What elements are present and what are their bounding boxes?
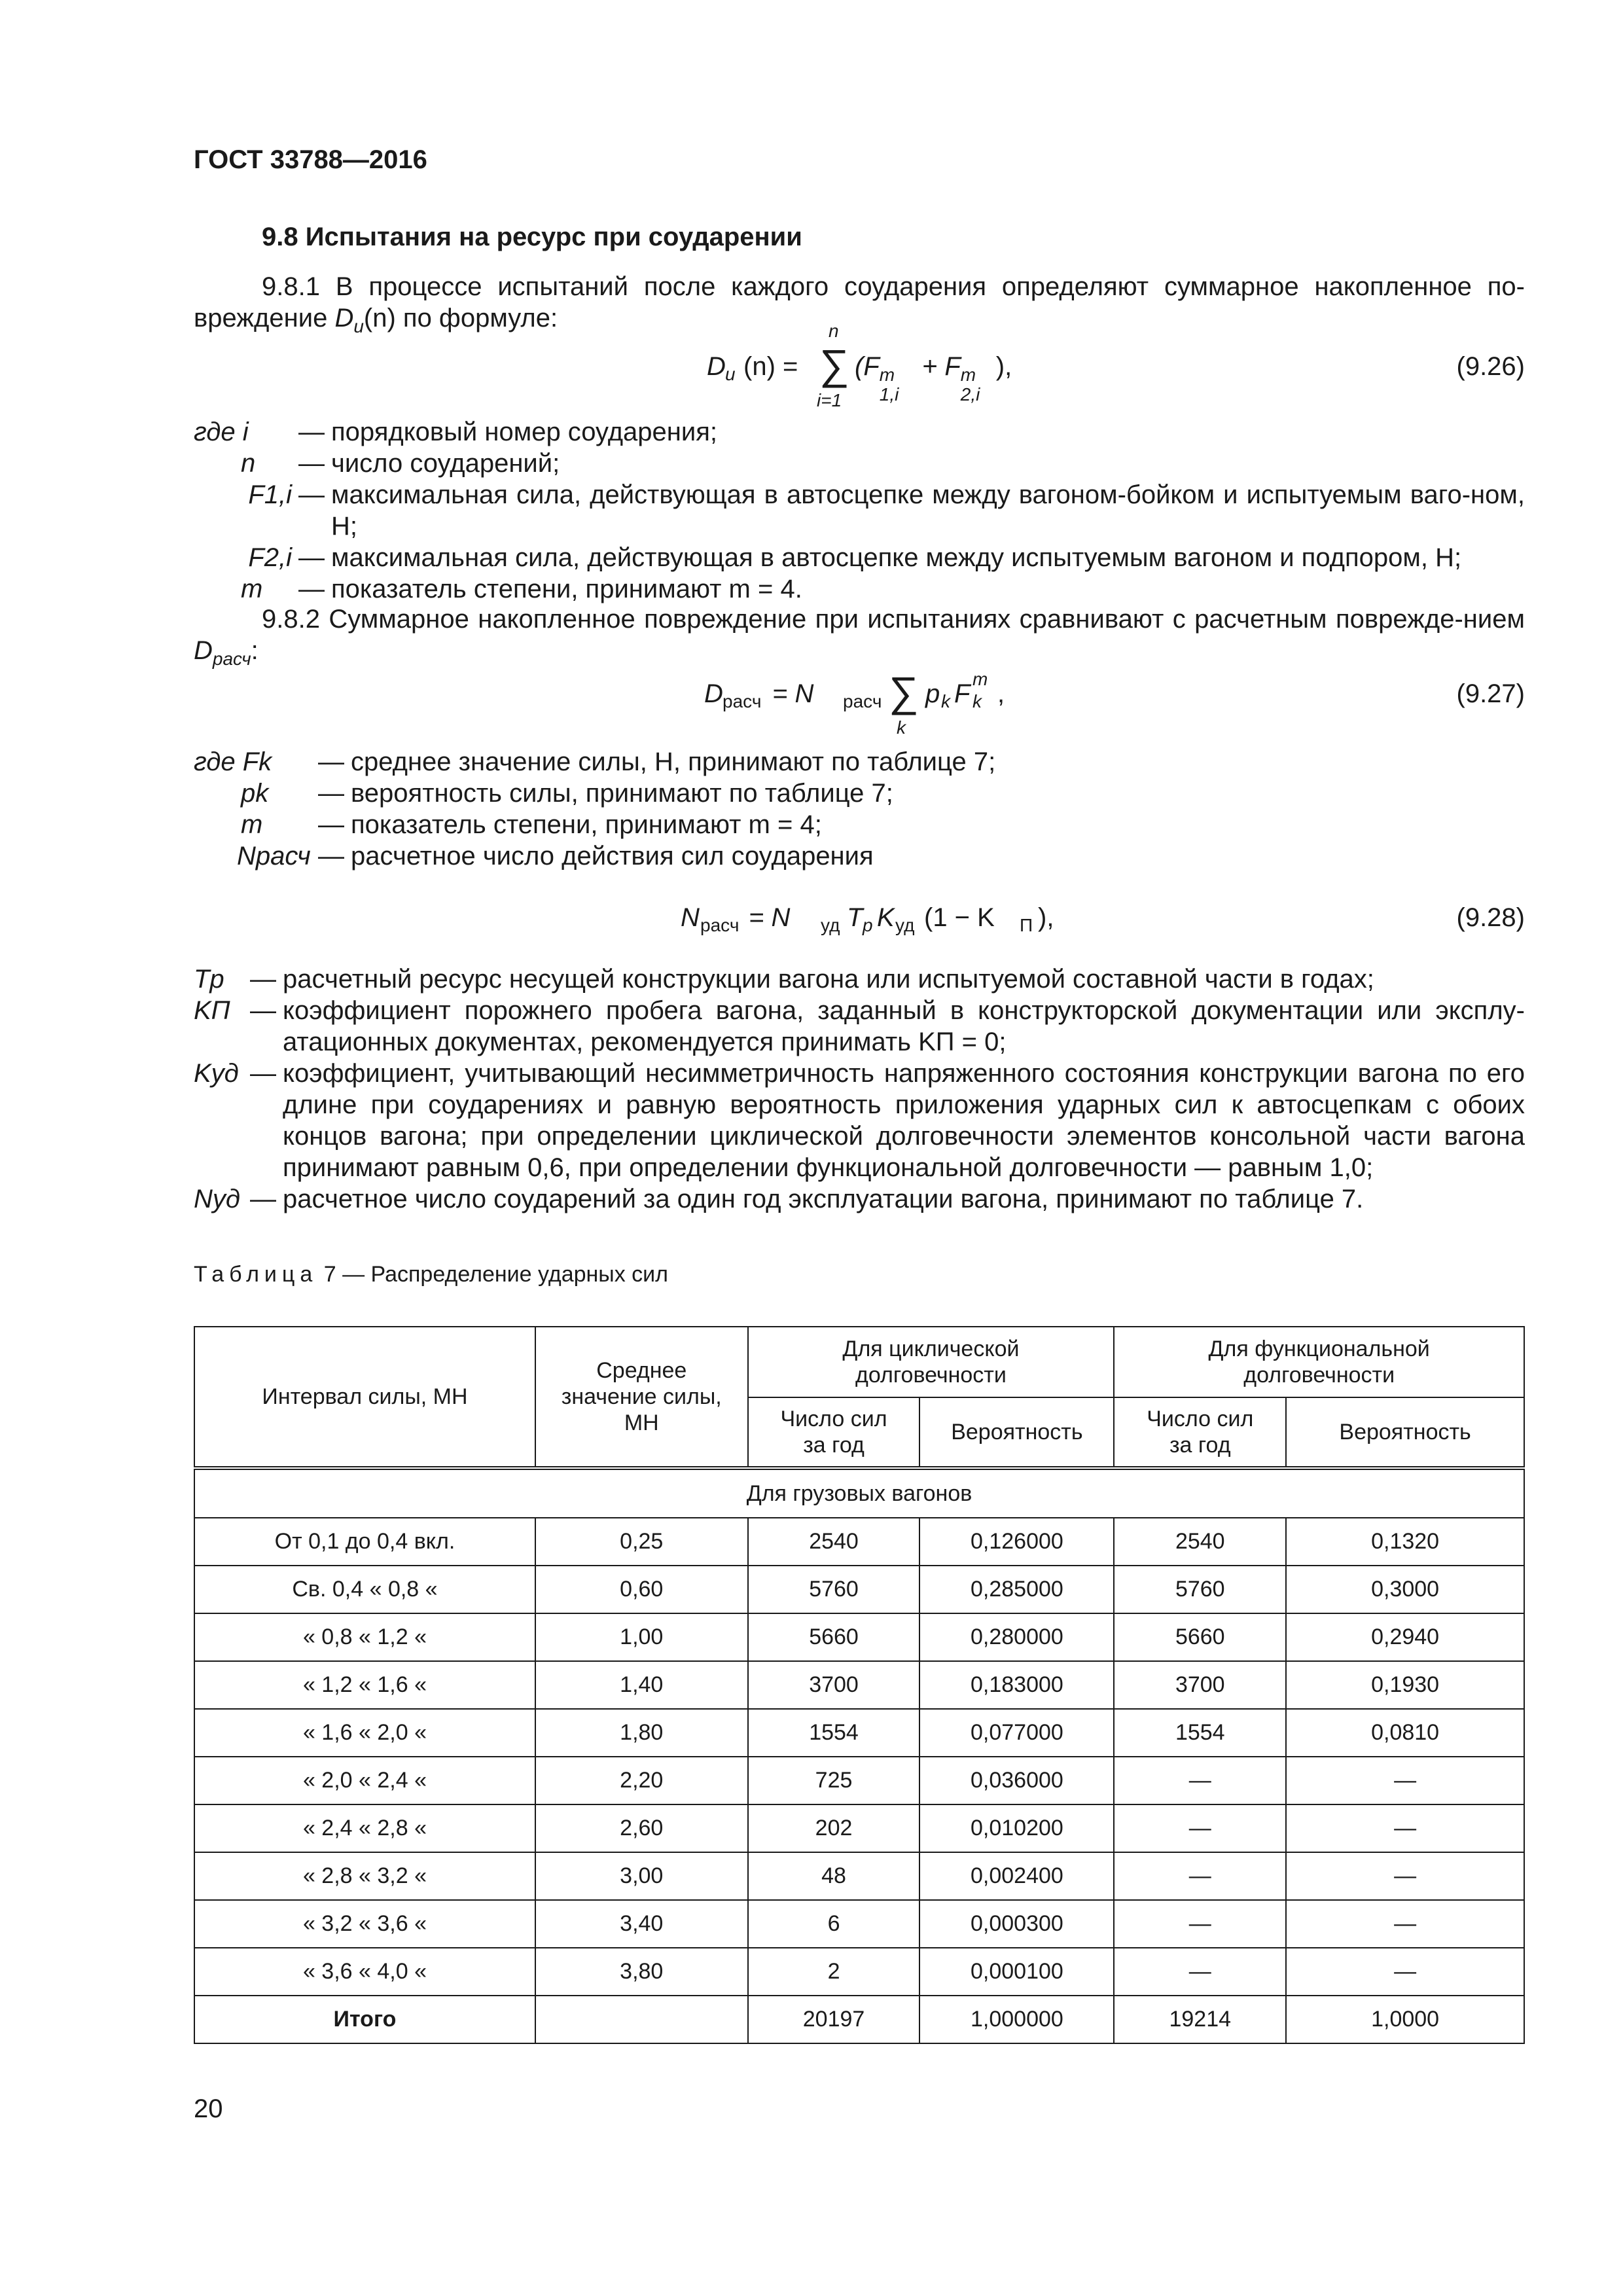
cell-interval: Св. 0,4 « 0,8 «: [194, 1566, 535, 1613]
sum-lower-limit: i=1: [817, 390, 842, 410]
header-count-cyclic: Число сил за год: [748, 1397, 920, 1468]
paragraph-text: (n) по формуле:: [363, 304, 558, 332]
table-row: [194, 1613, 1524, 1661]
cell-prob-f: —: [1286, 1948, 1524, 1996]
cell-prob-f: 0,2940: [1286, 1613, 1524, 1661]
sum-sign: ∑: [889, 668, 919, 715]
definition-row: n — число соударений;: [241, 449, 560, 478]
cell-mean: 1,80: [535, 1709, 748, 1757]
formula-p: p: [925, 679, 940, 708]
table-subheader: Для грузовых вагонов: [194, 1468, 1524, 1518]
cell-prob: 0,010200: [919, 1804, 1114, 1852]
cell-total-label: Итого: [194, 1996, 535, 2043]
symbol-sub: u: [353, 316, 364, 336]
definition-row: где i — порядковый номер соударения;: [194, 418, 717, 446]
cell-interval: « 2,0 « 2,4 «: [194, 1757, 535, 1804]
table-row: [194, 1709, 1524, 1757]
cell-count: 1554: [748, 1709, 920, 1757]
formula-number-9-28: (9.28): [1456, 903, 1525, 932]
cell-prob-f: —: [1286, 1852, 1524, 1900]
cell-prob: 0,280000: [919, 1613, 1114, 1661]
definitions-list-2: [194, 746, 1525, 872]
cell-interval: « 2,4 « 2,8 «: [194, 1804, 535, 1852]
formula-lhs: N: [681, 903, 700, 932]
table-row: [194, 1804, 1524, 1852]
cell-count-f: —: [1114, 1804, 1286, 1852]
cell-prob: 0,183000: [919, 1661, 1114, 1709]
formula-f-sub: k: [972, 691, 982, 711]
cell-mean: 0,60: [535, 1566, 748, 1613]
formula-n-sub: уд: [821, 915, 840, 935]
formula-k: K: [877, 903, 895, 932]
header-interval: Интервал силы, МН: [194, 1327, 535, 1468]
definition-row: m — показатель степени, принимают m = 4.: [241, 575, 802, 603]
cell-count: 2: [748, 1948, 920, 1996]
formula-kp-sub: П: [1020, 915, 1033, 935]
table-row: [194, 1566, 1524, 1613]
symbol-d: D: [334, 304, 354, 332]
cell-count-f: 2540: [1114, 1518, 1286, 1566]
cell-count: 6: [748, 1900, 920, 1948]
cell-prob-f: 0,1320: [1286, 1518, 1524, 1566]
cell-count-f: —: [1114, 1948, 1286, 1996]
table-total-row: [194, 1996, 1524, 2043]
cell-total-prob: 1,000000: [919, 1996, 1114, 2043]
cell-total-prob-f: 1,0000: [1286, 1996, 1524, 2043]
formula-paren: (1 − K: [924, 903, 995, 932]
formula-close: ),: [1038, 903, 1054, 932]
header-prob-functional: Вероятность: [1286, 1397, 1524, 1468]
definition-row: Nрасч — расчетное число действия сил соударения: [237, 842, 874, 870]
definition-row: Kуд — коэффициент, учитывающий несимметричность напряженного состояния конструкции вагона по его длине при соударениях и равную вероятность приложения ударных сил к автосцепкам с обоих концов вагона; при определении циклической долговечности элементов консольной части вагона принимают равным 0,6, при определении функциональной долговечности — равным 1,0;: [194, 1059, 1525, 1182]
paragraph-text: :: [251, 636, 259, 665]
document-header: ГОСТ 33788—2016: [194, 145, 427, 174]
formula-number-9-27: (9.27): [1456, 679, 1525, 708]
paragraph-9-8-1: [194, 271, 1525, 342]
cell-count: 5660: [748, 1613, 920, 1661]
cell-prob: 0,036000: [919, 1757, 1114, 1804]
cell-mean: 2,60: [535, 1804, 748, 1852]
header-functional: Для функциональной долговечности: [1114, 1327, 1524, 1397]
table-caption: Таблица 7 — Распределение ударных сил: [194, 1262, 669, 1287]
table-row: [194, 1661, 1524, 1709]
cell-mean: 3,80: [535, 1948, 748, 1996]
cell-prob-f: —: [1286, 1900, 1524, 1948]
cell-count-f: 3700: [1114, 1661, 1286, 1709]
header-prob-cyclic: Вероятность: [919, 1397, 1114, 1468]
cell-prob-f: 0,3000: [1286, 1566, 1524, 1613]
formula-lhs-sub: расч: [700, 915, 740, 935]
cell-prob-f: —: [1286, 1757, 1524, 1804]
sum-lower-limit: k: [897, 717, 906, 738]
cell-prob: 0,002400: [919, 1852, 1114, 1900]
formula-lhs-sub: u: [725, 364, 736, 384]
table-row: [194, 1852, 1524, 1900]
definition-row: m — показатель степени, принимают m = 4;: [241, 810, 822, 839]
cell-count: 5760: [748, 1566, 920, 1613]
table-row: [194, 1948, 1524, 1996]
formula-t: T: [847, 903, 863, 932]
formula-k-sub: уд: [895, 915, 915, 935]
sum-upper-limit: n: [829, 321, 839, 341]
symbol-sub: расч: [212, 649, 251, 669]
cell-prob-f: 0,1930: [1286, 1661, 1524, 1709]
cell-prob: 0,000300: [919, 1900, 1114, 1948]
header-mean: Среднее значение силы, МН: [535, 1327, 748, 1468]
cell-interval: « 2,8 « 3,2 «: [194, 1852, 535, 1900]
formula-body: (F m 1,i + F m 2,i ),: [855, 352, 1012, 404]
cell-prob-f: —: [1286, 1804, 1524, 1852]
cell-prob: 0,077000: [919, 1709, 1114, 1757]
definitions-list-3: [194, 963, 1525, 1215]
cell-mean: 2,20: [535, 1757, 748, 1804]
formula-eq: = N: [749, 903, 791, 932]
symbol-d: D: [194, 636, 213, 665]
definition-row: F2,i — максимальная сила, действующая в автосцепке между испытуемым вагоном и подпором, Н;: [248, 543, 1462, 572]
cell-interval: « 0,8 « 1,2 «: [194, 1613, 535, 1661]
cell-total-count-f: 19214: [1114, 1996, 1286, 2043]
cell-mean: 3,00: [535, 1852, 748, 1900]
sum-sign: ∑: [819, 341, 849, 388]
cell-mean: 1,00: [535, 1613, 748, 1661]
formula-lhs: D: [707, 352, 726, 381]
formula-p-sub: k: [941, 691, 950, 711]
formula-t-sub: p: [863, 915, 873, 935]
definition-row: Nуд — расчетное число соударений за один год эксплуатации вагона, принимают по таблице 7.: [194, 1185, 1364, 1213]
table-7: [194, 1326, 1525, 2044]
definition-row: pk — вероятность силы, принимают по таблице 7;: [241, 779, 893, 808]
cell-prob: 0,285000: [919, 1566, 1114, 1613]
paragraph-text: 9.8.1 В процессе испытаний после каждого соударения определяют суммарное накопленное по-вреждение: [194, 272, 1525, 332]
table-row: [194, 1518, 1524, 1566]
cell-prob: 0,126000: [919, 1518, 1114, 1566]
definition-row: Tp — расчетный ресурс несущей конструкции вагона или испытуемой составной части в годах;: [194, 965, 1374, 994]
formula-n-sub: расч: [843, 691, 882, 711]
cell-mean: 1,40: [535, 1661, 748, 1709]
cell-interval: « 3,6 « 4,0 «: [194, 1948, 535, 1996]
formula-f: F: [954, 679, 971, 708]
cell-count: 3700: [748, 1661, 920, 1709]
definition-row: KП — коэффициент порожнего пробега вагона, заданный в конструкторской документации или эксплу-атационных документах, рекомендуется принимать KП = 0;: [194, 996, 1525, 1056]
header-count-functional: Число сил за год: [1114, 1397, 1286, 1468]
cell-interval: От 0,1 до 0,4 вкл.: [194, 1518, 535, 1566]
cell-count: 725: [748, 1757, 920, 1804]
paragraph-text: 9.8.2 Суммарное накопленное повреждение при испытаниях сравнивают с расчетным поврежде-нием: [262, 605, 1525, 634]
formula-arg: (n) =: [743, 352, 798, 381]
cell-prob: 0,000100: [919, 1948, 1114, 1996]
definition-row: где Fk — среднее значение силы, Н, принимают по таблице 7;: [194, 747, 996, 776]
cell-count-f: —: [1114, 1757, 1286, 1804]
table-row: [194, 1900, 1524, 1948]
formula-lhs-sub: расч: [722, 691, 762, 711]
section-title: 9.8 Испытания на ресурс при соударении: [262, 223, 802, 251]
formula-eq: = N: [772, 679, 814, 708]
definition-row: F1,i — максимальная сила, действующая в автосцепке между вагоном-бойком и испытуемым ваго-ном, Н;: [248, 480, 1525, 541]
cell-interval: « 3,2 « 3,6 «: [194, 1900, 535, 1948]
formula-lhs: D: [704, 679, 723, 708]
cell-count: 2540: [748, 1518, 920, 1566]
cell-count-f: —: [1114, 1900, 1286, 1948]
cell-count: 202: [748, 1804, 920, 1852]
cell-mean: 3,40: [535, 1900, 748, 1948]
formula-f-sup: m: [972, 669, 988, 689]
definitions-list-1: [194, 416, 1525, 605]
cell-total-count: 20197: [748, 1996, 920, 2043]
cell-mean: 0,25: [535, 1518, 748, 1566]
cell-interval: « 1,2 « 1,6 «: [194, 1661, 535, 1709]
cell-total-mean: [535, 1996, 748, 2043]
cell-interval: « 1,6 « 2,0 «: [194, 1709, 535, 1757]
table-row: [194, 1757, 1524, 1804]
formula-tail: ,: [997, 679, 1005, 708]
cell-count-f: 1554: [1114, 1709, 1286, 1757]
page-number: 20: [194, 2094, 223, 2123]
cell-count-f: —: [1114, 1852, 1286, 1900]
cell-count-f: 5660: [1114, 1613, 1286, 1661]
cell-count-f: 5760: [1114, 1566, 1286, 1613]
formula-number-9-26: (9.26): [1456, 352, 1525, 381]
paragraph-9-8-2: [194, 603, 1525, 675]
header-cyclic: Для циклической долговечности: [748, 1327, 1115, 1397]
cell-prob-f: 0,0810: [1286, 1709, 1524, 1757]
cell-count: 48: [748, 1852, 920, 1900]
